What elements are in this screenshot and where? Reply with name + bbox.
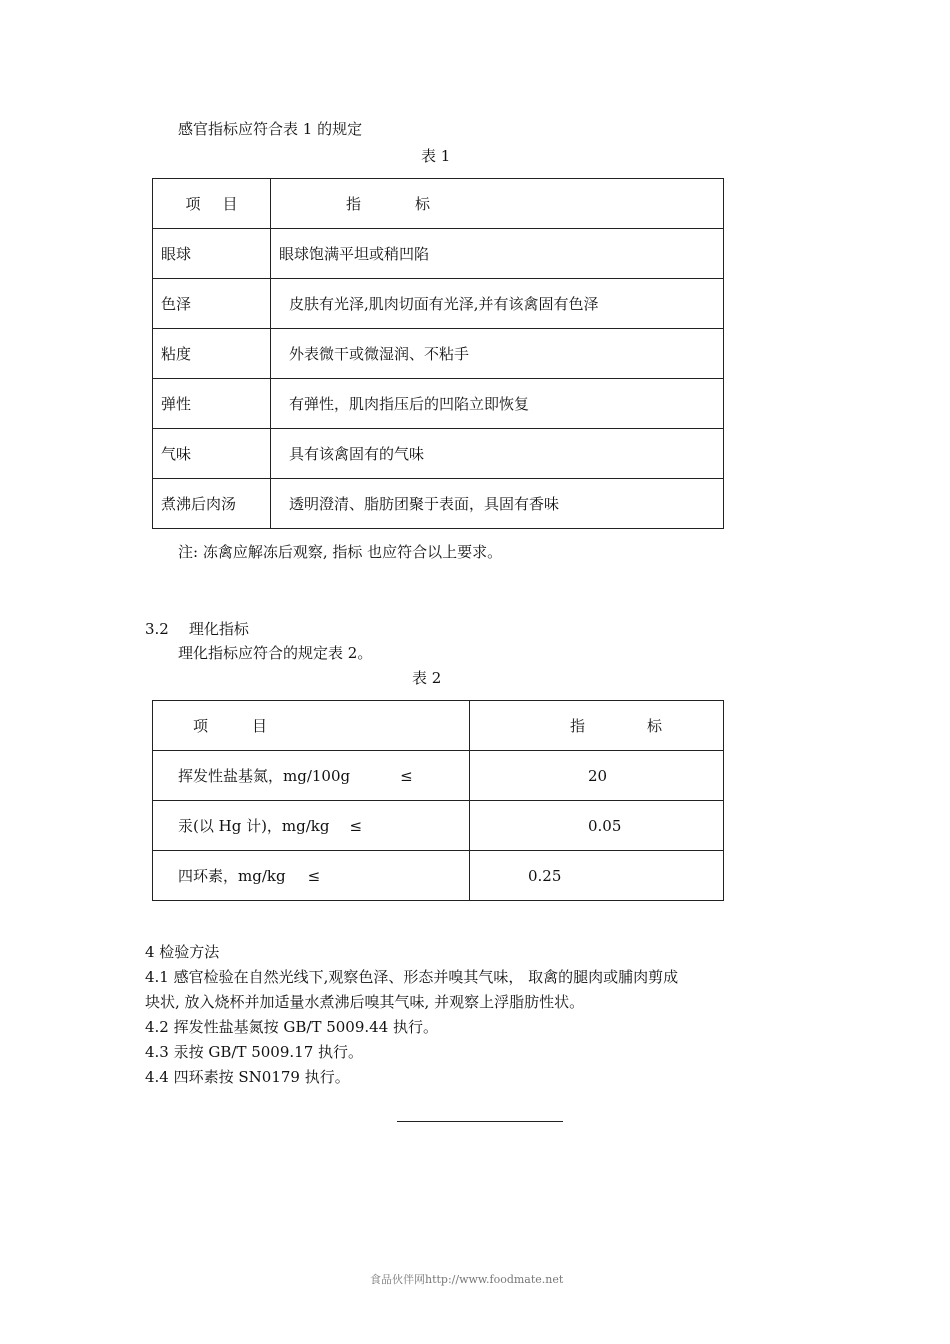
row-value: 透明澄清、脂肪团聚于表面，具固有香味 [271,479,724,529]
row-item: 弹性 [153,379,271,429]
row-item: 挥发性盐基氮，mg/100g [178,767,351,785]
header-item-b: 目 [222,195,238,213]
table-row [153,329,724,379]
header-index-b: 标 [647,717,663,735]
row-value: 眼球饱满平坦或稍凹陷 [271,229,724,279]
row-operator: ≤ [349,817,363,835]
header-item-a: 项 [185,195,201,213]
row-value: 0.25 [470,851,724,901]
row-item: 煮沸后肉汤 [153,479,271,529]
table-row [153,801,724,851]
table-row [153,429,724,479]
end-rule [397,1121,563,1122]
row-value: 皮肤有光泽,肌肉切面有光泽,并有该禽固有色泽 [271,279,724,329]
section-4-1-line2: 块状, 放入烧杯并加适量水煮沸后嗅其气味, 并观察上浮脂肪性状。 [145,993,585,1011]
section-number: 3.2 [145,620,169,638]
header-index-b: 标 [415,195,431,213]
row-item: 汞(以 Hg 计)，mg/kg [178,817,330,835]
table-row [153,379,724,429]
row-value: 有弹性，肌肉指压后的凹陷立即恢复 [271,379,724,429]
section-title: 理化指标 [188,620,249,638]
row-item: 色泽 [153,279,271,329]
note-text: 注: 冻禽应解冻后观察, 指标 也应符合以上要求。 [178,543,503,561]
table-row [153,229,724,279]
intro-text: 感官指标应符合表 1 的规定 [178,120,363,138]
section-4-3: 4.3 汞按 GB/T 5009.17 执行。 [145,1043,364,1061]
section-3-2-heading [145,618,249,639]
header-item-b: 目 [252,717,268,735]
row-value: 20 [470,751,724,801]
section-4-heading: 4 检验方法 [145,943,220,961]
row-item: 四环素，mg/kg [178,867,286,885]
row-operator: ≤ [307,867,321,885]
row-item: 眼球 [153,229,271,279]
section-3-2-text: 理化指标应符合的规定表 2。 [178,644,373,662]
row-value: 具有该禽固有的气味 [271,429,724,479]
table-physchem [152,700,724,901]
table1-caption: 表 1 [421,147,451,165]
table-header [153,179,724,229]
table-sensory [152,178,724,529]
section-4-4: 4.4 四环素按 SN0179 执行。 [145,1068,350,1086]
row-item: 气味 [153,429,271,479]
table-row [153,479,724,529]
footer-watermark: 食品伙伴网http://www.foodmate.net [370,1273,564,1286]
header-index-a: 指 [346,195,362,213]
table2-caption: 表 2 [412,669,442,687]
header-item-a: 项 [193,717,209,735]
table-row [153,851,724,901]
row-value: 0.05 [470,801,724,851]
section-4-1-line1: 4.1 感官检验在自然光线下,观察色泽、形态并嗅其气味， 取禽的腿肉或脯肉剪成 [145,968,679,986]
table-header [153,701,724,751]
row-operator: ≤ [400,767,413,785]
row-item: 粘度 [153,329,271,379]
section-4-2: 4.2 挥发性盐基氮按 GB/T 5009.44 执行。 [145,1018,439,1036]
table-row [153,751,724,801]
table-row [153,279,724,329]
header-index-a: 指 [570,717,586,735]
row-value: 外表微干或微湿润、不粘手 [271,329,724,379]
